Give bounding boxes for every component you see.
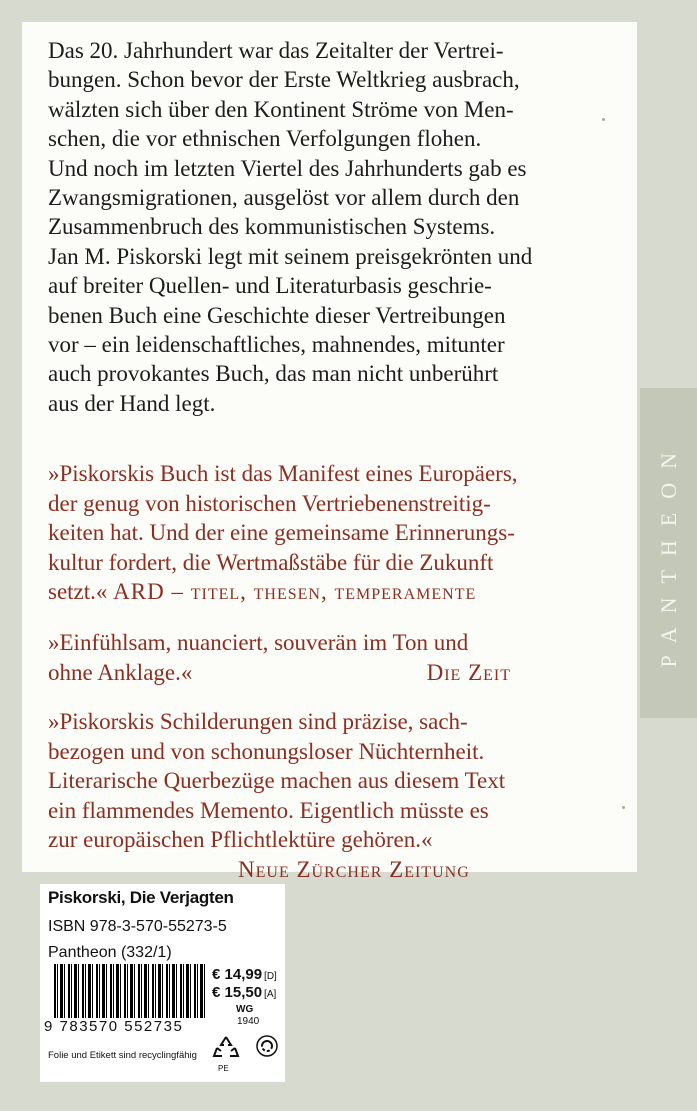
quote-source: Neue Zürcher Zeitung <box>238 856 470 882</box>
price-country-tag: [D] <box>264 971 277 982</box>
blurb-line: vor – ein leidenschaftliches, mahnendes, mitunter <box>48 332 505 358</box>
publisher-name: PANTHEON <box>655 438 681 668</box>
quote-line: ein flammendes Memento. Eigentlich müsste es <box>48 797 489 823</box>
quote-line: setzt.« <box>48 579 108 604</box>
blurb <box>48 36 608 418</box>
quote-line: bezogen und von schonungsloser Nüchternheit. <box>48 738 485 764</box>
quote-line: zur europäischen Pflichtlektüre gehören.« <box>48 827 433 852</box>
quote-source: Die Zeit <box>426 659 511 685</box>
paper-speck <box>602 118 605 121</box>
quote-source: ARD – titel, thesen, temperamente <box>113 579 477 604</box>
quote-line: ohne Anklage.« <box>48 659 193 685</box>
blurb-line: Zusammenbruch des kommunistischen Systems. <box>48 214 496 240</box>
blurb-line: Zwangsmigrationen, ausgelöst vor allem durch den <box>48 185 520 211</box>
blurb-line: benen Buch eine Geschichte dieser Vertreibungen <box>48 302 506 328</box>
price-value: € 14,99 <box>212 966 263 983</box>
blurb-line: auch provokantes Buch, das man nicht unberührt <box>48 361 499 387</box>
review-quote-zeit <box>48 628 628 687</box>
blurb-line: schen, die vor ethnischen Verfolgungen flohen. <box>48 126 482 152</box>
blurb-line: bungen. Schon bevor der Erste Weltkrieg ausbrach, <box>48 67 520 93</box>
quote-last-line <box>48 658 511 688</box>
sticker-publisher: Pantheon (332/1) <box>48 944 172 961</box>
wg-number: 1940 <box>237 1016 260 1027</box>
recycle-icon <box>212 1034 240 1062</box>
price-sticker <box>40 884 285 1082</box>
quote-last-line <box>48 577 628 607</box>
quote-line: Literarische Querbezüge machen aus diesem Text <box>48 768 506 793</box>
price-austria <box>212 984 276 1001</box>
blurb-line: Jan M. Piskorski legt mit seinem preisgekrönten und <box>48 243 533 269</box>
price-value: € 15,50 <box>212 984 263 1001</box>
quote-line: keiten hat. Und der eine gemeinsame Erinnerungs- <box>48 520 515 545</box>
blurb-line: Und noch im letzten Viertel des Jahrhunderts gab es <box>48 155 527 181</box>
quote-line: der genug von historischen Vertriebenenstreitig- <box>48 490 491 516</box>
sticker-title: Piskorski, Die Verjagten <box>48 888 234 907</box>
price-country-tag: [A] <box>264 989 277 1000</box>
isbn: ISBN 978-3-570-55273-5 <box>48 918 227 935</box>
publisher-tab <box>640 388 697 718</box>
paper-speck <box>622 806 625 809</box>
recycling-material: PE <box>218 1064 229 1073</box>
blurb-line: aus der Hand legt. <box>48 390 216 416</box>
review-quote-nzz <box>48 707 628 884</box>
review-quote-ard <box>48 459 628 607</box>
blurb-line: Das 20. Jahrhundert war das Zeitalter der Vertrei- <box>48 38 504 63</box>
quote-line: »Einfühlsam, nuanciert, souverän im Ton und <box>48 630 469 655</box>
quote-line: »Piskorskis Schilderungen sind präzise, sach- <box>48 709 468 734</box>
wg-label: WG <box>236 1004 254 1015</box>
blurb-line: wälzten sich über den Kontinent Ströme von Men- <box>48 96 514 122</box>
price-germany <box>212 966 277 983</box>
quote-line: kultur fordert, die Wertmaßstäbe für die Zukunft <box>48 549 494 575</box>
green-dot-icon <box>255 1034 279 1058</box>
barcode <box>54 964 208 1018</box>
quote-line: »Piskorskis Buch ist das Manifest eines Europäers, <box>48 461 518 486</box>
barcode-digits: 9 783570 552735 <box>44 1018 184 1035</box>
recycling-note: Folie und Etikett sind recyclingfähig <box>48 1050 197 1061</box>
blurb-line: auf breiter Quellen- und Literaturbasis geschrie- <box>48 273 492 299</box>
